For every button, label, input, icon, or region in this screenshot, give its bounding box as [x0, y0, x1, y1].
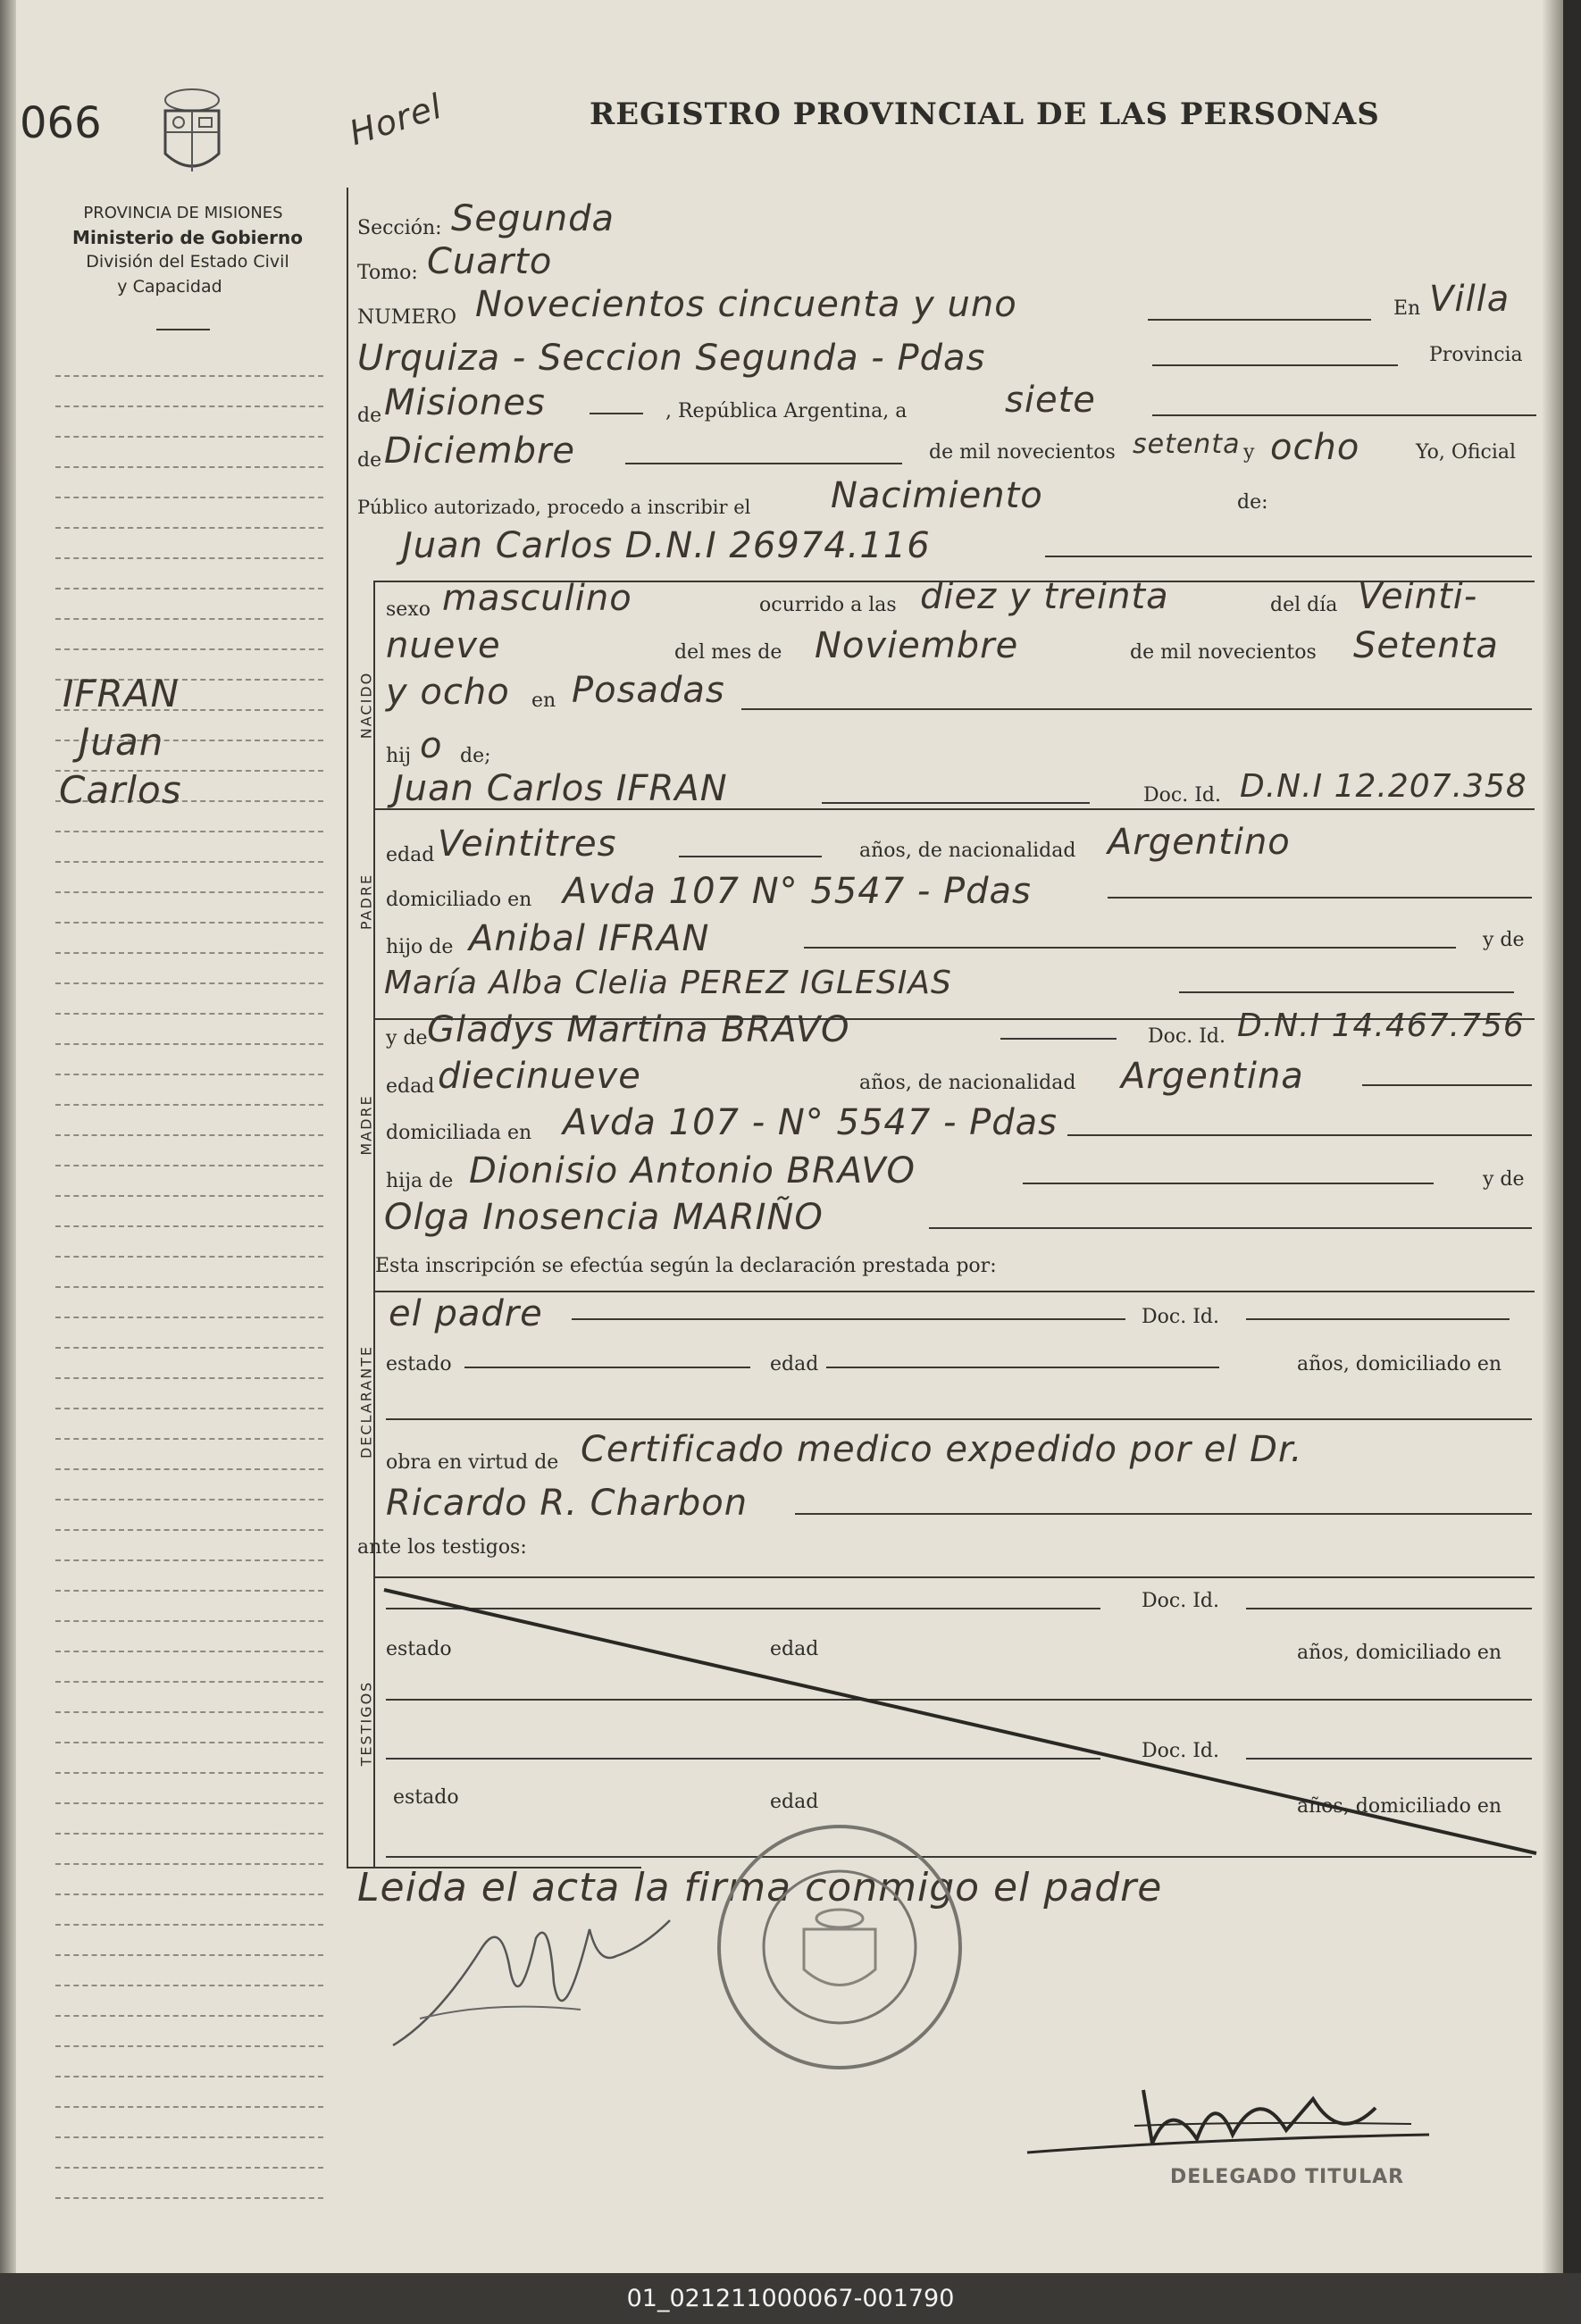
label-testigo2-domicilio: años, domiciliado en [1297, 1795, 1502, 1818]
margin-rule-line [55, 1924, 323, 1926]
value-anio-nac-1: Setenta [1353, 625, 1499, 666]
label-testigo2-edad: edad [770, 1791, 819, 1813]
fill-line [464, 1367, 750, 1368]
value-anio-decena: setenta [1133, 429, 1241, 460]
padre-madre: María Alba Clelia PEREZ IGLESIAS [384, 965, 952, 1001]
margin-rule-line [55, 1074, 323, 1075]
value-dia: siete [1005, 380, 1096, 421]
label-provincia: Provincia [1429, 344, 1523, 366]
label-declarante-edad: edad [770, 1353, 819, 1375]
label-declarante-domicilio: años, domiciliado en [1297, 1353, 1502, 1375]
value-tomo: Cuarto [427, 241, 553, 282]
registry-stamp-icon [706, 1813, 974, 2081]
margin-rule-line [55, 1559, 323, 1561]
margin-rule-line [55, 831, 323, 832]
fill-line [572, 1318, 1125, 1320]
side-label-declarante: DECLARANTE [357, 1344, 375, 1459]
margin-rule-line [55, 1802, 323, 1804]
margin-rule-line [55, 2167, 323, 2169]
label-testigo2-estado: estado [393, 1786, 459, 1809]
label-en: En [1393, 297, 1421, 320]
value-en: Villa [1429, 279, 1510, 320]
margin-rule-line [55, 1772, 323, 1774]
signature-left-icon [384, 1911, 688, 2063]
header-divider [156, 329, 210, 330]
label-republica: , República Argentina, a [665, 400, 908, 422]
margin-rule-line [55, 861, 323, 863]
margin-rule-line [55, 618, 323, 620]
label-testigo1-estado: estado [386, 1638, 452, 1660]
value-provincia: Misiones [384, 382, 546, 423]
coat-of-arms-icon [147, 82, 237, 180]
label-y-de: y de [1483, 929, 1525, 951]
label-numero: NUMERO [357, 306, 456, 329]
label-testigo1-domicilio: años, domiciliado en [1297, 1642, 1502, 1664]
margin-rule-line [55, 1954, 323, 1956]
province-label: PROVINCIA DE MISIONES [83, 204, 283, 222]
margin-rule-line [55, 1104, 323, 1106]
page-title: REGISTRO PROVINCIAL DE LAS PERSONAS [590, 96, 1380, 132]
value-seccion: Segunda [451, 198, 615, 239]
side-label-nacido: NACIDO [357, 671, 375, 740]
division-label-1: División del Estado Civil [86, 252, 289, 272]
label-declarante-doc: Doc. Id. [1142, 1306, 1219, 1328]
margin-rule-line [55, 1742, 323, 1743]
padre-doc: D.N.I 12.207.358 [1240, 768, 1527, 805]
value-hora: diez y treinta [920, 576, 1169, 617]
value-lugar: Urquiza - Seccion Segunda - Pdas [357, 338, 986, 379]
label-hija-de: hija de [386, 1170, 454, 1192]
margin-rule-line [55, 1499, 323, 1501]
fill-line [625, 463, 902, 464]
value-nombre-nacido: Juan Carlos D.N.I 26974.116 [402, 525, 931, 566]
fill-line [590, 413, 643, 414]
margin-given-name-2: Carlos [59, 768, 182, 812]
label-tomo: Tomo: [357, 262, 418, 284]
margin-rule-line [55, 922, 323, 924]
madre-doc: D.N.I 14.467.756 [1237, 1007, 1525, 1044]
value-mes-nac: Noviembre [815, 625, 1019, 666]
label-declarante-estado: estado [386, 1353, 452, 1375]
margin-rule-line [55, 1377, 323, 1379]
divider-declarante [373, 1291, 1535, 1292]
frame-left-border [347, 188, 348, 1867]
fill-line [1246, 1318, 1510, 1320]
margin-rule-line [55, 557, 323, 559]
margin-rule-line [55, 466, 323, 468]
value-numero: Novecientos cincuenta y uno [475, 284, 1017, 325]
label-testigo1-doc: Doc. Id. [1142, 1590, 1219, 1612]
fill-line [1045, 556, 1532, 557]
margin-rule-line [55, 375, 323, 377]
margin-rule-line [55, 1286, 323, 1288]
margin-rule-line [55, 497, 323, 498]
label-de-semicolon: de; [460, 745, 491, 767]
label-de-colon: de: [1237, 491, 1268, 514]
margin-rule-line [55, 952, 323, 954]
label-y: y [1243, 441, 1255, 464]
fill-line [804, 947, 1456, 949]
margin-rule-line [55, 1681, 323, 1683]
margin-rule-line [55, 2045, 323, 2047]
declarante-nombre: el padre [389, 1293, 543, 1334]
filename-caption: 01_021211000067-001790 [0, 2273, 1581, 2324]
fill-line [826, 1367, 1219, 1368]
value-lugar-nac: Posadas [572, 670, 725, 711]
madre-edad: diecinueve [438, 1056, 641, 1097]
label-seccion: Sección: [357, 217, 442, 239]
side-label-padre: PADRE [357, 873, 375, 931]
ministry-label: Ministerio de Gobierno [72, 227, 303, 248]
margin-rule-line [55, 982, 323, 984]
stamp-delegado: DELEGADO TITULAR [1170, 2166, 1405, 2188]
madre-nacionalidad: Argentina [1121, 1056, 1304, 1097]
label-de: de [357, 405, 382, 427]
madre-nombre: Gladys Martina BRAVO [427, 1009, 850, 1050]
margin-rule-line [55, 1468, 323, 1470]
label-en-small: en [531, 690, 556, 712]
fill-line [1023, 1183, 1434, 1184]
value-mes: Diciembre [384, 431, 576, 472]
label-padre-nacionalidad: años, de nacionalidad [859, 840, 1076, 862]
value-dia-nac-1: Veinti- [1358, 576, 1478, 617]
margin-rule-line [55, 1043, 323, 1045]
margin-rule-line [55, 2015, 323, 2017]
side-label-madre: MADRE [357, 1094, 375, 1156]
margin-rule-line [55, 648, 323, 650]
fill-line [822, 802, 1090, 804]
value-anio-unidad: ocho [1270, 427, 1360, 468]
side-label-testigos: TESTIGOS [357, 1680, 375, 1767]
margin-rule-line [55, 1985, 323, 1986]
padre-edad: Veintitres [438, 823, 617, 865]
margin-rule-line [55, 1408, 323, 1409]
divider-testigos [373, 1576, 1535, 1578]
margin-rule-line [55, 891, 323, 893]
record-number: 066 [20, 98, 102, 148]
label-testigo1-edad: edad [770, 1638, 819, 1660]
label-publico: Público autorizado, procedo a inscribir el [357, 497, 751, 518]
label-de-mil-novecientos: de mil novecientos [929, 441, 1116, 464]
label-madre-edad: edad [386, 1075, 435, 1098]
signature-right-icon [1018, 2072, 1438, 2179]
label-padre-edad: edad [386, 844, 435, 866]
page-edge [1542, 0, 1563, 2273]
fill-line [1148, 319, 1371, 321]
declarante-certificado-2: Ricardo R. Charbon [386, 1483, 749, 1524]
value-hijo-o: o [420, 725, 443, 766]
page-spine [0, 0, 16, 2273]
fill-line [1152, 414, 1536, 416]
label-madre-doc: Doc. Id. [1148, 1025, 1225, 1048]
margin-rule-line [55, 1529, 323, 1531]
margin-rule-line [55, 1256, 323, 1258]
margin-rule-line [55, 1863, 323, 1865]
label-del-dia: del día [1270, 594, 1338, 616]
label-padre-doc: Doc. Id. [1143, 784, 1221, 807]
margin-rule-line [55, 1134, 323, 1136]
label-testigo2-doc: Doc. Id. [1142, 1740, 1219, 1762]
fill-line [1000, 1038, 1117, 1040]
fill-line [741, 708, 1532, 710]
value-acto: Nacimiento [831, 475, 1043, 516]
margin-surname: IFRAN [63, 672, 180, 715]
fill-line [386, 1418, 1532, 1420]
label-yo-oficial: Yo, Oficial [1416, 441, 1517, 464]
margin-rule-line [55, 1651, 323, 1652]
margin-rule-line [55, 1347, 323, 1349]
fill-line [1362, 1084, 1532, 1086]
margin-rule-line [55, 1590, 323, 1592]
label-de-2: de [357, 449, 382, 472]
label-hij: hij [386, 745, 412, 767]
label-padre-domicilio: domiciliado en [386, 889, 532, 911]
margin-rule-line [55, 2136, 323, 2138]
label-ante-testigos: ante los testigos: [357, 1536, 527, 1559]
label-esta-inscripcion: Esta inscripción se efectúa según la declaración prestada por: [375, 1255, 997, 1277]
padre-domicilio: Avda 107 N° 5547 - Pdas [563, 871, 1032, 912]
label-y-de-madre: y de [386, 1027, 428, 1049]
division-label-2: y Capacidad [117, 277, 222, 297]
margin-rule-line [55, 1438, 323, 1440]
madre-madre: Olga Inosencia MARIÑO [384, 1197, 824, 1238]
value-sexo: masculino [442, 578, 632, 619]
fill-line [679, 856, 822, 857]
label-de-mil-novecientos-2: de mil novecientos [1130, 641, 1317, 664]
value-anio-nac-2: y ocho [386, 672, 510, 713]
label-sexo: sexo [386, 598, 431, 621]
margin-rule-line [55, 1165, 323, 1166]
fill-line [795, 1513, 1532, 1515]
margin-rule-line [55, 1013, 323, 1015]
margin-rule-line [55, 1893, 323, 1895]
margin-rule-line [55, 2106, 323, 2108]
margin-rule-line [55, 2076, 323, 2077]
padre-nombre: Juan Carlos IFRAN [393, 768, 728, 809]
margin-rule-line [55, 1620, 323, 1622]
label-madre-domicilio: domiciliada en [386, 1122, 532, 1144]
label-del-mes-de: del mes de [674, 641, 782, 664]
margin-rule-line [55, 588, 323, 589]
margin-rule-line [55, 1225, 323, 1227]
fill-line [929, 1227, 1532, 1229]
madre-domicilio: Avda 107 - N° 5547 - Pdas [563, 1102, 1058, 1143]
label-y-de-2: y de [1483, 1168, 1525, 1191]
margin-rule-line [55, 1711, 323, 1713]
closing-text: Leida el acta la firma conmigo el padre [357, 1865, 1163, 1910]
padre-padre: Anibal IFRAN [469, 918, 710, 959]
handwritten-annotation: Horel [344, 86, 448, 154]
margin-rule-line [55, 2197, 323, 2199]
margin-rule-line [55, 1833, 323, 1835]
padre-nacionalidad: Argentino [1108, 822, 1291, 863]
margin-given-name-1: Juan [79, 720, 164, 764]
label-obra-en-virtud: obra en virtud de [386, 1451, 559, 1474]
value-dia-nac-2: nueve [386, 625, 501, 666]
fill-line [1179, 991, 1514, 993]
margin-rule-line [55, 1317, 323, 1318]
fill-line [1108, 897, 1532, 899]
margin-rule-line [55, 527, 323, 529]
label-ocurrido: ocurrido a las [759, 594, 897, 616]
label-hijo-de: hijo de [386, 936, 454, 958]
fill-line [1152, 364, 1398, 366]
label-madre-nacionalidad: años, de nacionalidad [859, 1072, 1076, 1094]
declarante-certificado-1: Certificado medico expedido por el Dr. [581, 1429, 1303, 1470]
margin-rule-line [55, 405, 323, 407]
madre-padre: Dionisio Antonio BRAVO [469, 1150, 916, 1191]
fill-line [1067, 1134, 1532, 1136]
margin-rule-line [55, 1195, 323, 1197]
margin-rule-line [55, 436, 323, 438]
